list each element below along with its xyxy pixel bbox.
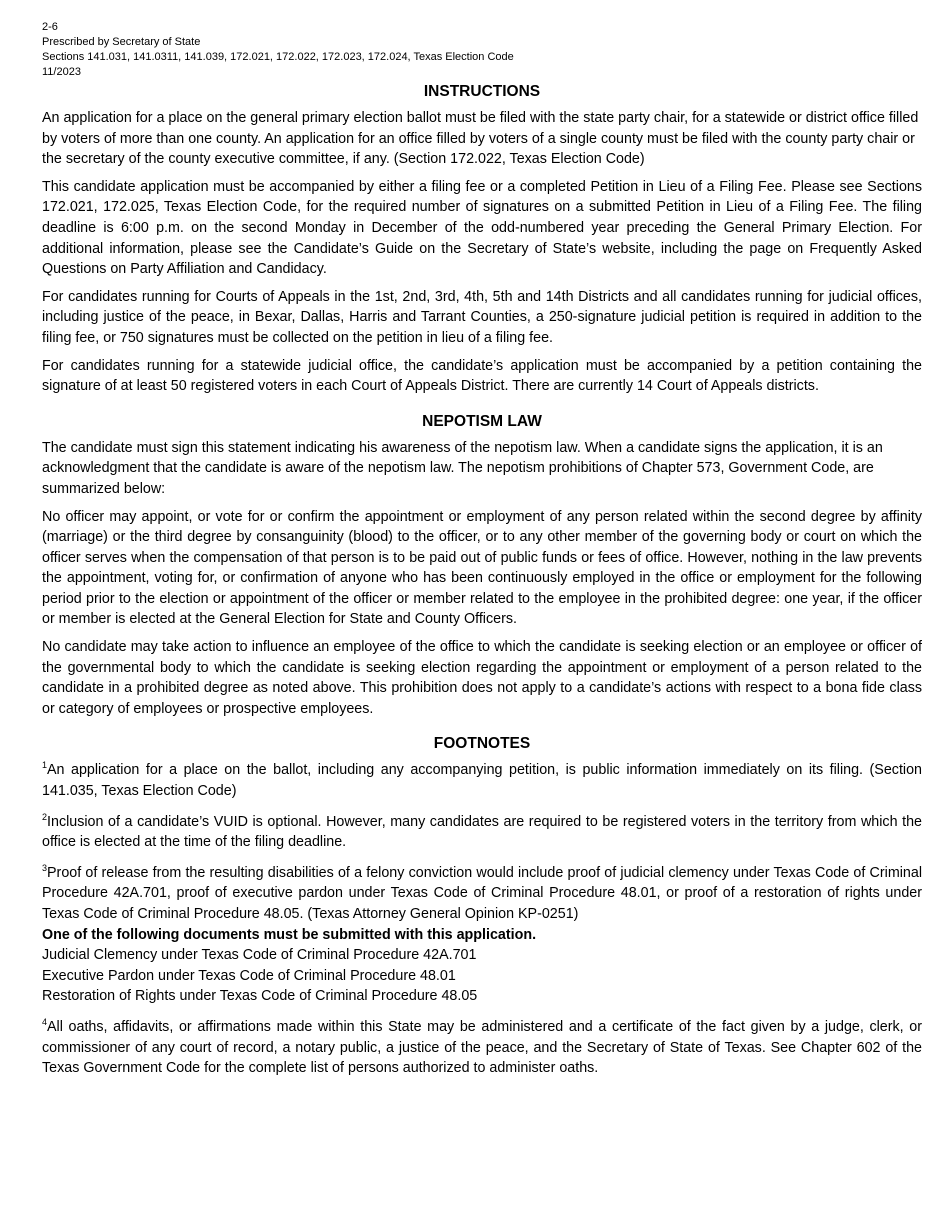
required-documents-heading: One of the following documents must be submitted with this application.	[42, 926, 537, 943]
document-item: Restoration of Rights under Texas Code of Criminal Procedure 48.05	[42, 988, 478, 1005]
footnotes-section	[42, 734, 922, 1078]
footnote-text: All oaths, affidavits, or affirmations made within this State may be administered and a certificate of the fact given by a judge, clerk, or commissioner of any court of record, a notary public, a justice of the peace, and the Secretary of State of Texas. See Chapter 602 of the Texas Government Code for the complete list of persons authorized to administer oaths.	[42, 1018, 922, 1077]
footnote-2	[42, 812, 922, 853]
instructions-paragraph: For candidates running for Courts of Appeals in the 1st, 2nd, 3rd, 4th, 5th and 14th Districts and all candidates running for judicial offices, including justice of the peace, in Bexar, Dallas, Harris and Tarrant Counties, a 250-signature judicial petition is required in addition to the filing fee, or 750 signatures must be collected on the petition in lieu of a filing fee.	[42, 288, 922, 346]
instructions-paragraph: This candidate application must be accompanied by either a filing fee or a completed Petition in Lieu of a Filing Fee. Please see Sections 172.021, 172.025, Texas Election Code, for the required number of signatures on a submitted Petition in Lieu of a Filing Fee. The filing deadline is 6:00 p.m. on the second Monday in December of the odd-numbered year preceding the General Primary Election. For additional information, please see the Candidate’s Guide on the Secretary of State’s website, including the page on Frequently Asked Questions on Party Affiliation and Candidacy.	[42, 178, 922, 278]
footnote-4	[42, 1017, 922, 1079]
document-item: Executive Pardon under Texas Code of Criminal Procedure 48.01	[42, 967, 456, 984]
form-date: 11/2023	[42, 66, 81, 78]
footnote-marker: 4	[42, 1017, 48, 1028]
form-header	[42, 20, 922, 80]
statute-sections: Sections 141.031, 141.0311, 141.039, 172.021, 172.022, 172.023, 172.024, Texas Election Code	[42, 51, 514, 63]
nepotism-title: NEPOTISM LAW	[422, 412, 542, 430]
nepotism-paragraph: The candidate must sign this statement indicating his awareness of the nepotism law. When a candidate signs the application, it is an acknowledgment that the candidate is aware of the nepotism law. The nepotism prohibitions of Chapter 573, Government Code, are summarized below:	[42, 439, 883, 497]
footnote-1	[42, 760, 922, 801]
form-number: 2-6	[42, 21, 58, 33]
footnote-text: Proof of release from the resulting disabilities of a felony conviction would include proof of judicial clemency under Texas Code of Criminal Procedure 42A.701, proof of executive pardon under Texas Code of Criminal Procedure 48.01, or proof of a restoration of rights under Texas Code of Criminal Procedure 48.05. (Texas Attorney General Opinion KP-0251)	[42, 864, 922, 922]
instructions-paragraph: For candidates running for a statewide judicial office, the candidate’s application must be accompanied by a petition containing the signature of at least 50 registered voters in each Court of Appeals District. There are currently 14 Court of Appeals districts.	[42, 357, 922, 395]
footnote-3	[42, 863, 922, 1007]
instructions-section	[42, 82, 922, 397]
nepotism-paragraph: No officer may appoint, or vote for or confirm the appointment or employment of any person related within the second degree by affinity (marriage) or the third degree by consanguinity (blood) to the officer, or to any other member of the governing body or court on which the officer serves when the compensation of that person is to be paid out of public funds or fees of office. However, nothing in the law prevents the appointment, voting for, or confirmation of anyone who has been continuously employed in the office or employment for the following period prior to the election or appointment of the officer or member related to the employee in the prohibited degree: one year, if the officer or member is elected at the General Election for State and County Officers.	[42, 508, 922, 628]
nepotism-section	[42, 412, 922, 720]
prescribed-by: Prescribed by Secretary of State	[42, 36, 201, 48]
footnote-text: Inclusion of a candidate’s VUID is optional. However, many candidates are required to be registered voters in the territory from which the office is elected at the time of the filing deadline.	[42, 813, 922, 851]
instructions-paragraph: An application for a place on the general primary election ballot must be filed with the state party chair, for a statewide or district office filled by voters of more than one county. An application for an office filled by voters of a single county must be filed with the county party chair or the secretary of the county executive committee, if any. (Section 172.022, Texas Election Code)	[42, 110, 919, 168]
footnote-marker: 2	[42, 811, 48, 822]
document-item: Judicial Clemency under Texas Code of Criminal Procedure 42A.701	[42, 947, 477, 964]
nepotism-paragraph: No candidate may take action to influence an employee of the office to which the candidate is seeking election or an employee or officer of the governmental body to which the candidate is seeking election regarding the appointment or employment of a person related to the candidate in a prohibited degree as noted above. This prohibition does not apply to a candidate’s actions with respect to a bona fide class or category of employees or prospective employees.	[42, 639, 922, 717]
footnotes-title: FOOTNOTES	[433, 735, 531, 753]
footnote-marker: 1	[42, 760, 48, 771]
footnote-marker: 3	[42, 863, 48, 874]
instructions-title: INSTRUCTIONS	[423, 83, 541, 100]
footnote-text: An application for a place on the ballot, including any accompanying petition, is public information immediately on its filing. (Section 141.035, Texas Election Code)	[42, 762, 922, 800]
